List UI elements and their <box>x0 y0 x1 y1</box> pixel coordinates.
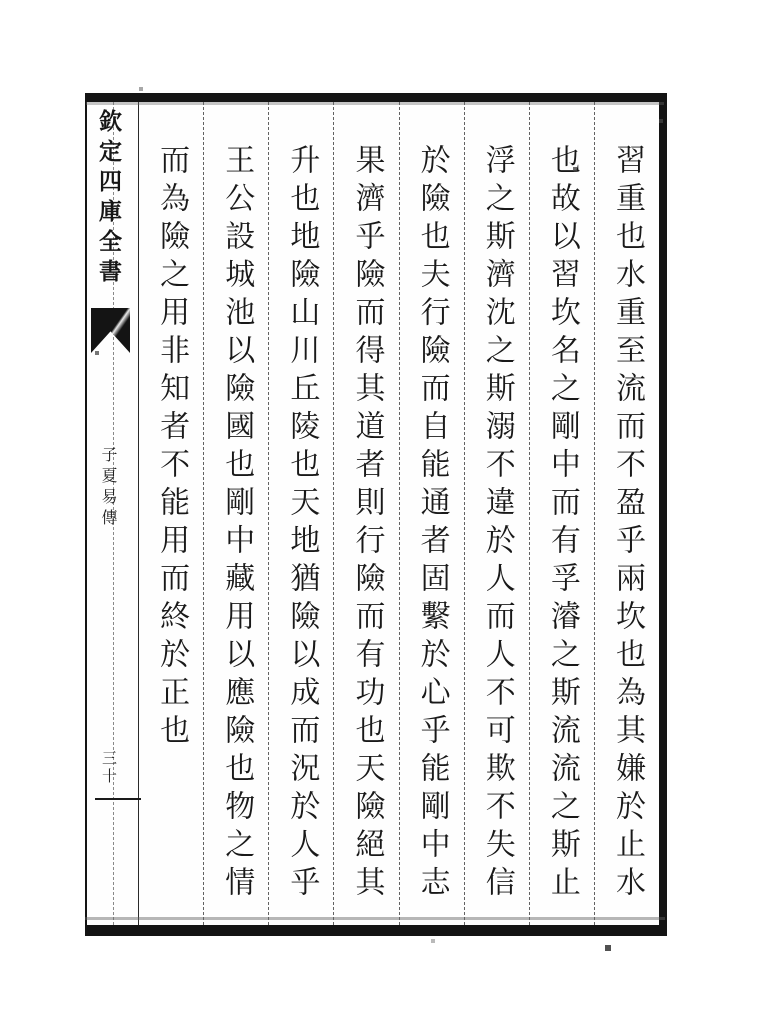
column-text: 習重也水重至流而不盈乎兩坎也為其嫌於止水 <box>610 144 644 904</box>
text-column-6 <box>268 102 333 925</box>
column-text: 果濟乎險而得其道者則行險而有功也天險絕其 <box>350 144 384 904</box>
text-column-3 <box>464 102 529 925</box>
text-column-2 <box>529 102 594 925</box>
text-column-1 <box>594 102 659 925</box>
text-column-4 <box>399 102 464 925</box>
column-text: 於險也夫行險而自能通者固繫於心乎能剛中志 <box>415 144 449 904</box>
text-column-7 <box>203 102 268 925</box>
collection-title: 欽定四庫全書 <box>96 109 121 289</box>
scan-noise-top <box>86 102 664 105</box>
column-text: 浮之斯濟沈之斯溺不違於人而人不可欺不失信 <box>480 144 514 904</box>
page-number-rule <box>95 798 141 800</box>
column-text: 王公設城池以險國也剛中藏用以應險也物之情 <box>220 144 254 904</box>
column-text: 升也地險山川丘陵也天地猶險以成而況於人乎 <box>285 144 319 904</box>
margin-strip <box>87 102 139 925</box>
column-text: 也故以習坎名之剛中而有孚濬之斯流流之斯止 <box>545 144 579 904</box>
column-text: 而為險之用非知者不能用而終於正也 <box>155 144 189 752</box>
book-title: 子夏易傳 <box>99 446 116 530</box>
text-area <box>139 102 659 925</box>
page-frame <box>85 93 667 936</box>
fishtail-icon <box>91 308 130 353</box>
text-column-8 <box>139 102 203 925</box>
scan-speckles <box>0 0 2 2</box>
text-column-5 <box>333 102 398 925</box>
page-number: 三十 <box>100 750 116 786</box>
scan-noise-bottom <box>85 917 665 920</box>
